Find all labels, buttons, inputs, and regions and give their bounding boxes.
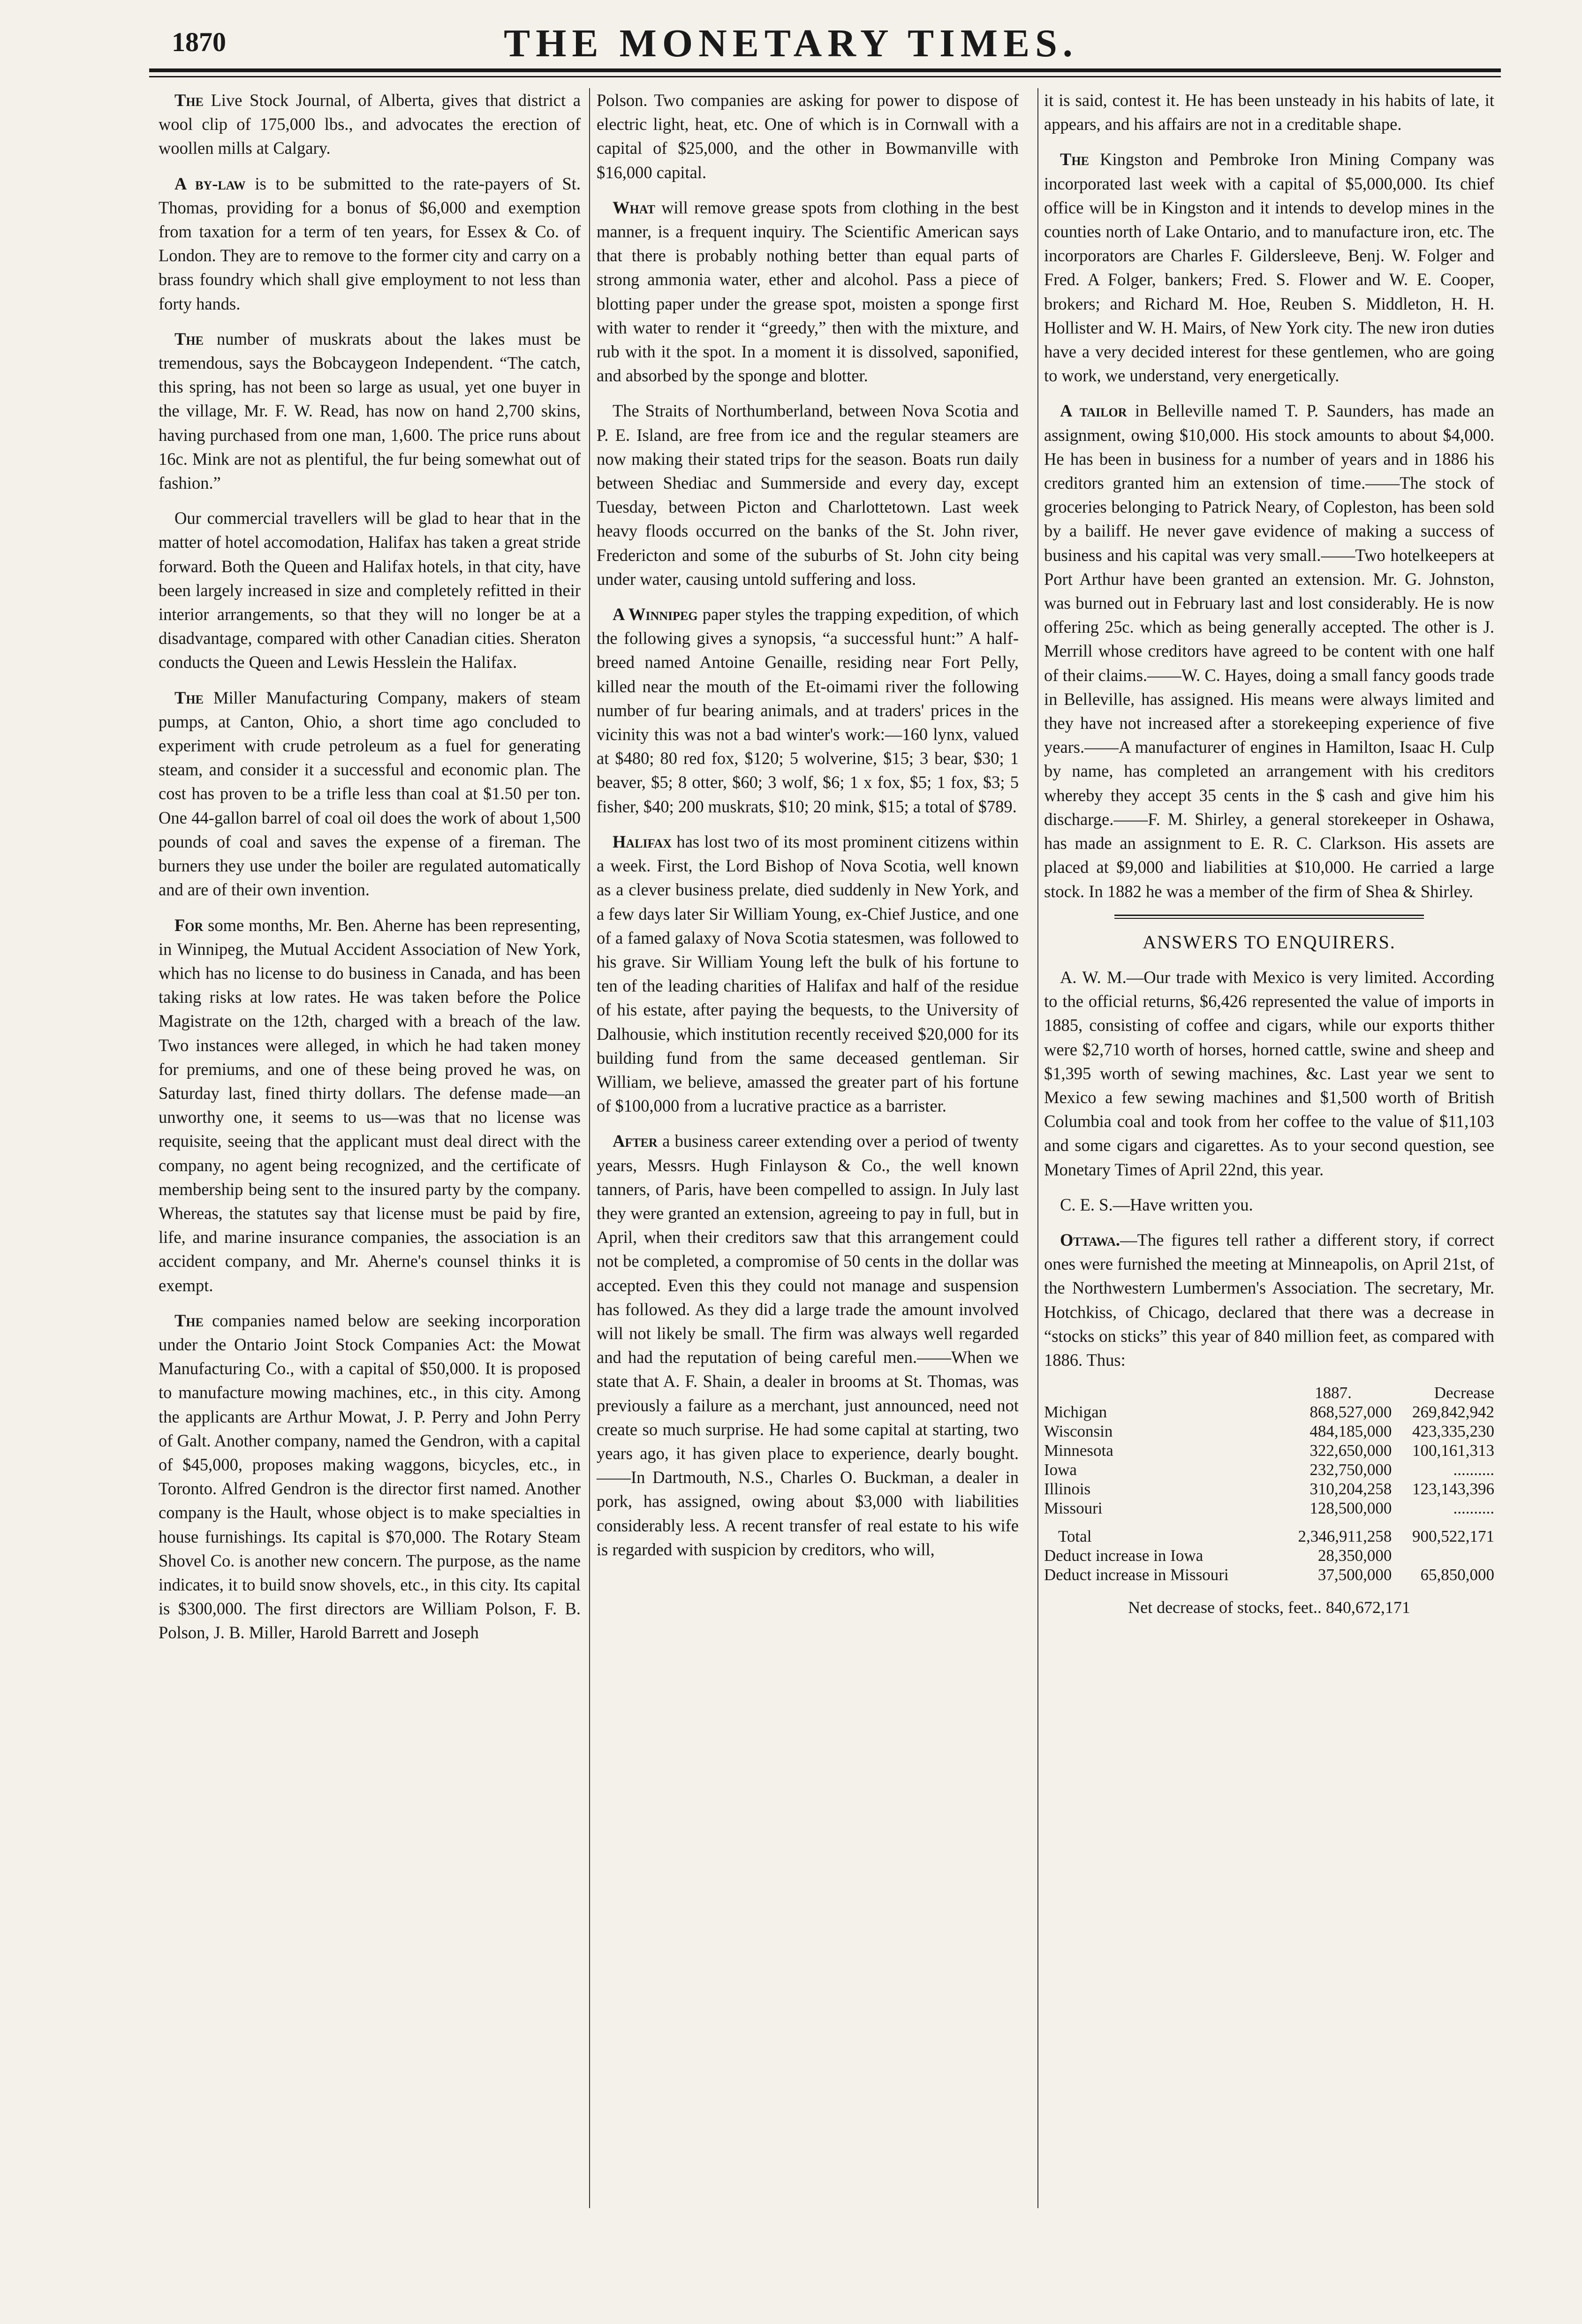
table-row: Iowa 232,750,000 .......... <box>1044 1461 1494 1479</box>
article-grease-spots: What will remove grease spots from clothing in the best manner, is a frequent inquiry. The Scientific American says that there is probably nothing better than equal parts of strong ammonia water, ether and alcohol. Pass a piece of blotting paper under the grease spot, moisten a sponge first with water to render it “greedy,” then with the mixture, and rub with it the spot. In a moment it is dissolved, saponified, and absorbed by the sponge and blotter. <box>597 197 1019 386</box>
article-halifax-hotels: Our commercial travellers will be glad to hear that in the matter of hotel accomodation, Halifax has taken a great stride forward. Both the Queen and Halifax hotels, in that city, have been largely increased in size and completely refitted in their interior arrangements, so that they will no longer be at a disadvantage, compared with other Canadian cities. Sheraton conducts the Queen and Lewis Hesslein the Halifax. <box>159 508 581 672</box>
column-3 <box>1044 88 1494 1620</box>
answer-awm: A. W. M.—Our trade with Mexico is very limited. According to the official returns, $6,426 represented the value of imports in 1885, consisting of coffee and cigars, while our exports thither were $2,710 worth of horses, horned cattle, swine and sheep and $1,395 worth of sewing machines, &c. Last year we sent to Mexico a few sewing machines and $1,500 worth of British Columbia coal and took from her coffee to the value of $11,103 and some cigars and cigarettes. As to your second question, see Monetary Times of April 22nd, this year. <box>1044 967 1494 1179</box>
article-finlayson-assign: After a business career extending over a period of twenty years, Messrs. Hugh Finlayson & Co., the well known tanners, of Paris, have been compelled to assign. In July last they were granted an extension, agreeing to pay in full, but in April, when their creditors saw that this arrangement could not be completed, a compromise of 50 cents in the dollar was accepted. Even this they could not manage and suspension has followed. As they did a large trade the amount involved will not likely be small. The firm was always well regarded and had the reputation of being careful men.——When we state that A. F. Shain, a dealer in brooms at St. Thomas, was previously a failure as a merchant, just announced, need not create so much surprise. He had some capital at starting, two years ago, it has given place to experience, dearly bought.——In Dartmouth, N.S., Charles O. Buckman, a dealer in pork, has assigned, owing about $3,000 with liabilities considerably less. A recent transfer of real estate to his wife is regarded with suspicion by creditors, who will, <box>597 1131 1019 1559</box>
column-divider <box>1037 88 1038 2208</box>
table-row: Minnesota 322,650,000 100,161,313 <box>1044 1441 1494 1460</box>
table-deduct-row: Deduct increase in Iowa 28,350,000 <box>1044 1546 1392 1565</box>
answer-ces: C. E. S.—Have written you. <box>1060 1195 1253 1214</box>
article-kingston-pembroke: The Kingston and Pembroke Iron Mining Company was incorporated last week with a capital of $5,000,000. Its chief office will be in Kingston and it intends to develop mines in the counties north of Lake Ontario, and to manufacture iron, etc. The incorporators are Charles F. Gildersleeve, Benj. W. Folger and Fred. A Folger, bankers; Fred. S. Flower and W. E. Cooper, brokers; and Richard M. Hoe, Reuben S. Middleton, H. H. Hollister and W. H. Mairs, of New York city. The new iron duties have a very decided interest for these gentlemen, who are going to work, we understand, very energetically. <box>1044 150 1494 386</box>
section-rule <box>1114 915 1424 916</box>
table-deduct-row: Deduct increase in Missouri 37,500,000 65,850,000 <box>1044 1566 1494 1584</box>
article-bylaw: A by-law is to be submitted to the rate-payers of St. Thomas, providing for a bonus of $6,000 and exemption from taxation for a term of ten years, for Essex & Co. of London. They are to remove to the former city and carry on a brass foundry which shall give employment to not less than forty hands. <box>159 174 581 313</box>
section-rule-thin <box>1114 918 1424 919</box>
table-net-decrease: Net decrease of stocks, feet.. 840,672,171 <box>1128 1598 1410 1617</box>
table-total-row: Total 2,346,911,258 900,522,171 <box>1058 1527 1494 1546</box>
table-row: Michigan 868,527,000 269,842,942 <box>1044 1403 1494 1422</box>
article-companies-continued: Polson. Two companies are asking for power to dispose of electric light, heat, etc. One of which is in Cornwall with a capital of $25,000, and the other in Bowmanville with $16,000 capital. <box>597 91 1019 182</box>
table-header-row: 1887. Decrease <box>1315 1384 1494 1402</box>
article-winnipeg-trapping: A Winnipeg paper styles the trapping expedition, of which the following gives a synopsis, “a successful hunt:” A half-breed named Antoine Genaille, residing near Fort Pelly, killed near the mouth of the Et-oimami river the following number of fur bearing animals, and at traders' prices in the vicinity this was not a bad winter's work:—160 lynx, valued at $480; 80 red fox, $120; 5 wolverine, $15; 3 bear, $30; 1 beaver, $5; 8 otter, $60; 3 wolf, $6; 1 x fox, $5; 1 fox, $3; 5 fisher, $40; 200 muskrats, $10; 20 mink, $15; a total of $789. <box>597 605 1019 816</box>
article-companies-incorporation: The companies named below are seeking incorporation under the Ontario Joint Stock Companies Act: the Mowat Manufacturing Co., with a capital of $50,000. It is proposed to manufacture mowing machines, etc., in this city. Among the applicants are Arthur Mowat, J. P. Perry and John Perry of Galt. Another company, named the Gendron, with a capital of $45,000, proposes making waggons, bicycles, etc., in Toronto. Alfred Gendron is the director first named. Another company is the Hault, whose object is to make specialties in house furnishings. Its capital is $70,000. The Rotary Steam Shovel Co. is another new concern. The purpose, as the name indicates, it to build snow shovels, etc., in this city. Its capital is $300,000. The first directors are William Polson, F. B. Polson, J. B. Miller, Harold Barrett and Joseph <box>159 1310 581 1643</box>
table-row: Missouri 128,500,000 .......... <box>1044 1499 1494 1518</box>
masthead-rule-thin <box>149 76 1501 77</box>
column-2 <box>597 88 1019 1573</box>
column-1 <box>159 88 581 1656</box>
article-halifax-citizens: Halifax has lost two of its most prominent citizens within a week. First, the Lord Bishop of Nova Scotia, well known as a clever business prelate, died suddenly in New York, and a few days later Sir William Young, ex-Chief Justice, and one of a famed galaxy of Nova Scotia statesmen, was followed to his grave. Sir William Young left the bulk of his fortune to ten of the leading charities of Halifax and half of the residue of his estate, after paying the bequests, to the University of Dalhousie, which institution recently received $20,000 for its building fund from the same deceased gentleman. Sir William, we believe, amassed the greater part of his fortune of $100,000 from a lucrative practice as a barrister. <box>597 832 1019 1116</box>
table-row: Wisconsin 484,185,000 423,335,230 <box>1044 1422 1494 1441</box>
article-northumberland-straits: The Straits of Northumberland, between Nova Scotia and P. E. Island, are free from ice and the regular steamers are now making their stated trips for the season. Boats run daily between Shediac and Summerside and every day, except Tuesday, between Picton and Charlottetown. Last week heavy floods occurred on the banks of the St. John river, Fredericton and some of the suburbs of St. John city being under water, causing untold suffering and loss. <box>597 401 1019 589</box>
article-aherne: For some months, Mr. Ben. Aherne has been representing, in Winnipeg, the Mutual Accident Association of New York, which has no license to do business in Canada, and has been taking risks at low rates. He was taken before the Police Magistrate on the 12th, charged with a breach of the law. Two instances were alleged, in which he had taken money for premiums, and one of these being proved he was, on Saturday last, fined thirty dollars. The defense made—an unworthy one, it seems to us—was that no license was requisite, seeing that the applicant must deal direct with the company, no agent being recognized, and the certificate of membership being sent to the insured party by the company. Whereas, the statutes say that license must be paid by fire, life, and marine insurance companies, the association is an accident company, and Mr. Aherne's counsel thinks it is exempt. <box>159 915 581 1295</box>
masthead-rule <box>149 68 1501 72</box>
page-number: 1870 <box>172 27 226 57</box>
lumber-stocks-table <box>1044 1383 1494 1584</box>
table-row: Illinois 310,204,258 123,143,396 <box>1044 1480 1494 1499</box>
article-belleville-tailor: A tailor in Belleville named T. P. Saunders, has made an assignment, owing $10,000. His stock amounts to about $4,000. He has been in business for a number of years and in 1886 his creditors granted him an extension of time.——The stock of groceries belonging to Patrick Neary, of Copleston, has been sold by a bailiff. He never gave evidence of making a success of business and his capital was very small.——Two hotelkeepers at Port Arthur have been granted an extension. Mr. G. Johnston, was burned out in February last and lost considerably. He is now offering 25c. which as being generally accepted. The other is J. Merrill whose creditors have agreed to be content with one half of their claims.——W. C. Hayes, doing a small fancy goods trade in Belleville, has assigned. His means were always limited and they have not increased after a storekeeping experience of five years.——A manufacturer of engines in Hamilton, Isaac H. Culp by name, has completed an arrangement with his creditors whereby they accept 35 cents in the $ cash and give him his discharge.——F. M. Shirley, a general storekeeper in Oshawa, has made an assignment to E. R. C. Clarkson. His assets are placed at $9,000 and liabilities at $10,000. He carried a large stock. In 1882 he was a member of the firm of Shea & Shirley. <box>1044 401 1494 901</box>
column-divider <box>589 88 590 2208</box>
article-wool-clip: The Live Stock Journal, of Alberta, gives that district a wool clip of 175,000 lbs., and advocates the erection of woollen mills at Calgary. <box>159 91 581 158</box>
article-buckman-continued: it is said, contest it. He has been unsteady in his habits of late, it appears, and his affairs are not in a creditable shape. <box>1044 91 1494 134</box>
masthead: THE MONETARY TIMES. <box>504 22 1078 65</box>
section-heading-answers: ANSWERS TO ENQUIRERS. <box>1143 931 1396 953</box>
answer-ottawa: Ottawa.—The figures tell rather a different story, if correct ones were furnished the meeting at Minneapolis, on April 21st, of the Northwestern Lumbermen's Association. The secretary, Mr. Hotchkiss, of Chicago, declared that there was a decrease in “stocks on sticks” this year of 840 million feet, as compared with 1886. Thus: <box>1044 1230 1494 1370</box>
article-muskrats: The number of muskrats about the lakes must be tremendous, says the Bobcaygeon Independent. “The catch, this spring, has not been so large as usual, yet one buyer in the village, Mr. F. W. Read, has now on hand 2,700 skins, having purchased from one man, 1,600. The price runs about 16c. Mink are not as plentiful, the fur being somewhat out of fashion.” <box>159 329 581 493</box>
article-miller-manufacturing: The Miller Manufacturing Company, makers of steam pumps, at Canton, Ohio, a short time ago concluded to experiment with crude petroleum as a fuel for generating steam, and consider it a successful and economic plan. The cost has proven to be a trifle less than coal at $1.50 per ton. One 44-gallon barrel of coal oil does the work of about 1,500 pounds of coal and saves the expense of a fireman. The burners they use under the boiler are regulated automatically and are of their own invention. <box>159 688 581 900</box>
